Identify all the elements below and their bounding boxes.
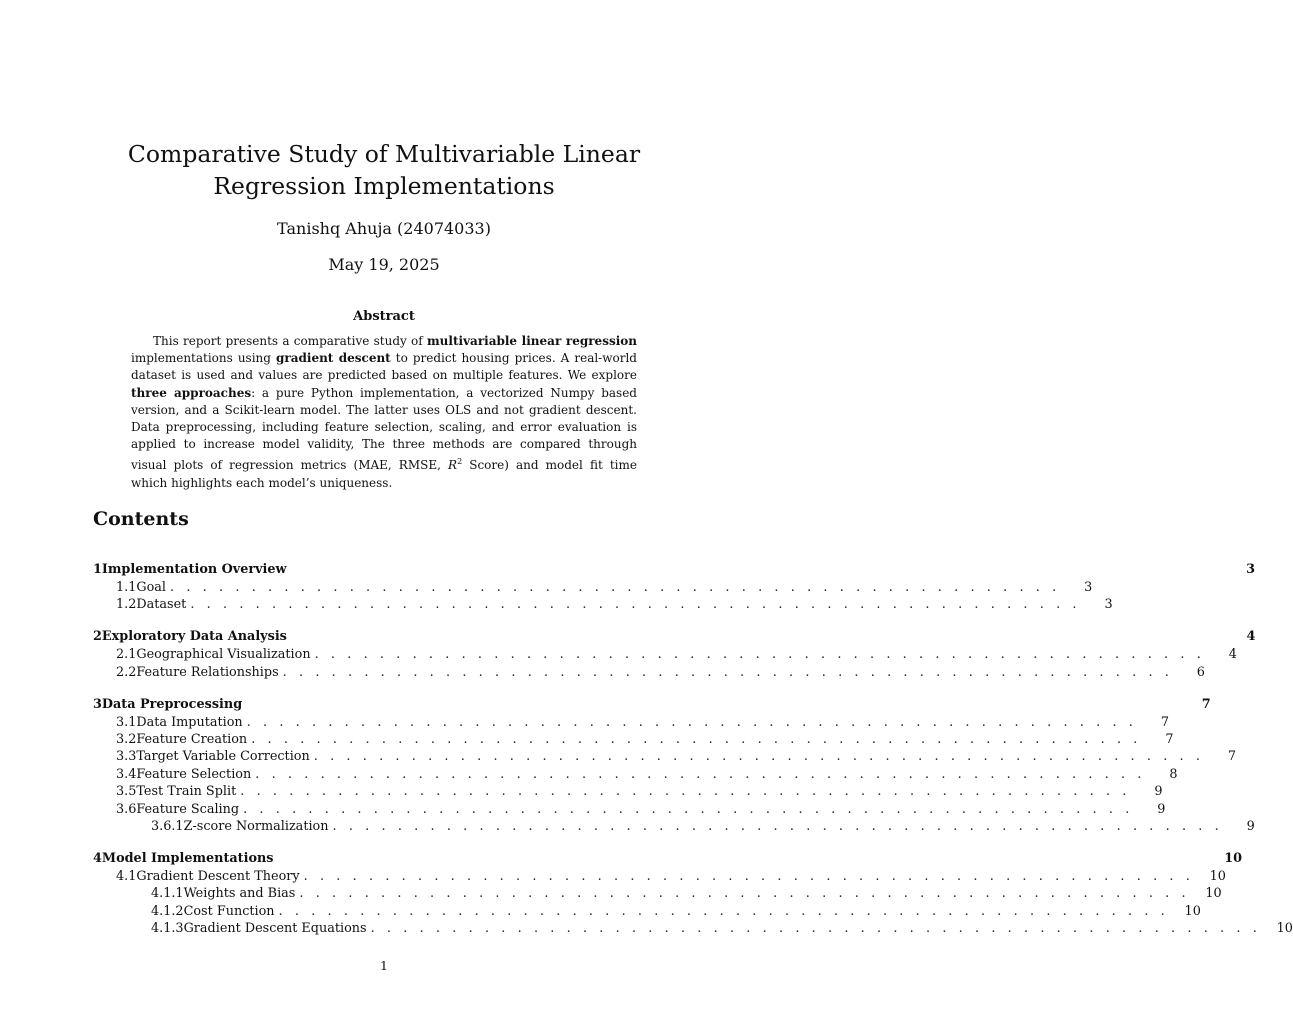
toc-page: 4 xyxy=(1228,647,1237,663)
toc-number: 1.1 xyxy=(116,580,137,595)
toc-number: 3 xyxy=(93,696,102,712)
r2-symbol: R xyxy=(448,458,458,473)
toc-label: Cost Function xyxy=(183,903,275,919)
toc-subsection[interactable] xyxy=(93,784,1163,801)
toc-page: 7 xyxy=(1160,714,1169,730)
toc-page: 10 xyxy=(1276,920,1293,936)
toc-leader: . . . . . . . . . . . . . . . . . . . . . . . . . . . . . . . . . . . . . . . . . . . . . . . . . . . . . . . xyxy=(255,766,1146,782)
toc-label: Feature Creation xyxy=(136,731,248,747)
toc-leader: . . . . . . . . . . . . . . . . . . . . . . . . . . . . . . . . . . . . . . . . . . . . . . . . . . . . . . . xyxy=(240,784,1131,800)
toc-leader: . . . . . . . . . . . . . . . . . . . . . . . . . . . . . . . . . . . . . . . . . . . . . . . . . . . . . . . xyxy=(313,749,1205,765)
toc-page: 4 xyxy=(1246,629,1256,645)
toc-leader: . . . . . . . . . . . . . . . . . . . . . . . . . . . . . . . . . . . . . . . . . . . . . . . . . . . . . . . xyxy=(299,886,1190,902)
toc-leader: . . . . . . . . . . . . . . . . . . . . . . . . . . . . . . . . . . . . . . . . . . . . . . . . . . . . . . . xyxy=(190,597,1081,613)
toc-subsection[interactable] xyxy=(93,766,1178,784)
toc-number: 1 xyxy=(93,562,102,577)
toc-page: 9 xyxy=(1246,818,1255,834)
toc-subsection[interactable] xyxy=(93,597,1113,614)
toc-page: 3 xyxy=(1084,580,1093,595)
toc-label: Model Implementations xyxy=(101,850,274,866)
toc-label: Geographical Visualization xyxy=(136,647,311,663)
abstract-bold-3: three approaches xyxy=(131,385,252,400)
toc-label: Test Train Split xyxy=(136,784,237,800)
abstract-text-4: : a pure Python implementation, a vectorized Numpy based version, and a Scikit-learn model. The latter uses OLS and not gradient descent. Data preprocessing, including feature selection, scaling, and error evaluation is applied to increase model validity, The three methods are compared through visual plots of regression metrics (MAE, RMSE, xyxy=(131,385,637,473)
toc-number: 2.2 xyxy=(116,664,137,680)
toc-leader: . . . . . . . . . . . . . . . . . . . . . . . . . . . . . . . . . . . . . . . . . . . . . . . . . . . . . . . xyxy=(303,868,1194,884)
toc-page: 10 xyxy=(1224,850,1243,866)
toc-label: Implementation Overview xyxy=(101,562,287,577)
toc-subsubsection[interactable] xyxy=(93,920,1293,938)
toc-leader: . . . . . . . . . . . . . . . . . . . . . . . . . . . . . . . . . . . . . . . . . . . . . . . . . . . . . . . xyxy=(251,731,1142,747)
toc-label: Feature Selection xyxy=(136,766,252,782)
toc-number: 2 xyxy=(93,629,102,645)
abstract-text-5: Score) and model fit time which highlights each model’s uniqueness. xyxy=(131,458,638,490)
toc-subsection[interactable] xyxy=(93,801,1166,819)
toc-page: 9 xyxy=(1154,784,1163,800)
toc-page: 7 xyxy=(1165,731,1174,747)
toc-number: 3.5 xyxy=(116,784,137,800)
toc-label: Feature Scaling xyxy=(136,801,240,817)
toc-leader: . . . . . . . . . . . . . . . . . . . . . . . . . . . . . . . . . . . . . . . . . . . . . . . . . . . . . . . xyxy=(170,580,1061,595)
toc-leader: . . . . . . . . . . . . . . . . . . . . . . . . . . . . . . . . . . . . . . . . . . . . . . . . . . . . . . . xyxy=(314,647,1205,663)
toc-label: Exploratory Data Analysis xyxy=(101,629,287,645)
toc-subsection[interactable] xyxy=(93,647,1237,664)
toc-leader: . . . . . . . . . . . . . . . . . . . . . . . . . . . . . . . . . . . . . . . . . . . . . . . . . . . . . . . xyxy=(332,818,1223,834)
toc-page: 8 xyxy=(1169,766,1178,782)
abstract-text-1: This report presents a comparative study of xyxy=(153,334,427,348)
toc-subsubsection[interactable] xyxy=(93,903,1201,921)
toc-page: 7 xyxy=(1201,696,1211,712)
table-of-contents xyxy=(93,562,1293,938)
toc-page: 3 xyxy=(1246,562,1256,577)
toc-page: 9 xyxy=(1157,801,1166,817)
toc-number: 4 xyxy=(93,850,102,866)
toc-leader: . . . . . . . . . . . . . . . . . . . . . . . . . . . . . . . . . . . . . . . . . . . . . . . . . . . . . . . xyxy=(243,801,1134,817)
paper-title: Comparative Study of Multivariable Linear Regression Implementations xyxy=(127,140,641,200)
toc-page: 3 xyxy=(1104,597,1113,613)
toc-label: Goal xyxy=(136,580,167,595)
toc-number: 4.1.3 xyxy=(151,920,184,936)
date-line: May 19, 2025 xyxy=(328,255,440,274)
toc-number: 1.2 xyxy=(116,597,137,613)
toc-number: 3.4 xyxy=(116,766,137,782)
author-line: Tanishq Ahuja (24074033) xyxy=(277,219,491,238)
toc-section[interactable] xyxy=(93,696,1211,715)
toc-number: 3.6.1 xyxy=(151,818,184,834)
toc-label: Data Preprocessing xyxy=(101,696,243,712)
toc-subsection[interactable] xyxy=(93,714,1169,732)
toc-label: Data Imputation xyxy=(136,714,243,730)
toc-number: 4.1.2 xyxy=(151,903,184,919)
contents-heading: Contents xyxy=(93,508,189,530)
page-number: 1 xyxy=(380,958,388,973)
toc-subsection[interactable] xyxy=(93,868,1226,886)
toc-number: 3.1 xyxy=(116,714,137,730)
toc-label: Dataset xyxy=(136,597,187,613)
toc-leader: . . . . . . . . . . . . . . . . . . . . . . . . . . . . . . . . . . . . . . . . . . . . . . . . . . . . . . . xyxy=(278,903,1169,919)
toc-page: 6 xyxy=(1196,664,1205,680)
toc-page: 7 xyxy=(1227,749,1237,765)
toc-number: 3.3 xyxy=(116,749,137,765)
toc-section[interactable] xyxy=(93,562,1256,580)
abstract-body xyxy=(131,333,637,492)
toc-number: 2.1 xyxy=(116,647,137,663)
toc-leader: . . . . . . . . . . . . . . . . . . . . . . . . . . . . . . . . . . . . . . . . . . . . . . . . . . . . . . . xyxy=(370,920,1261,936)
abstract-bold-1: multivariable linear regression xyxy=(426,334,637,348)
toc-page: 10 xyxy=(1205,886,1222,902)
toc-label: Target Variable Correction xyxy=(136,749,310,765)
toc-subsection[interactable] xyxy=(93,731,1174,749)
toc-number: 3.6 xyxy=(116,801,137,817)
toc-subsection[interactable] xyxy=(93,580,1093,597)
toc-number: 3.2 xyxy=(116,731,137,747)
toc-leader: . . . . . . . . . . . . . . . . . . . . . . . . . . . . . . . . . . . . . . . . . . . . . . . . . . . . . . . xyxy=(282,664,1173,680)
toc-number: 4.1.1 xyxy=(151,886,184,902)
toc-leader: . . . . . . . . . . . . . . . . . . . . . . . . . . . . . . . . . . . . . . . . . . . . . . . . . . . . . . . xyxy=(246,714,1137,730)
toc-subsection[interactable] xyxy=(93,749,1237,766)
r2-superscript: 2 xyxy=(457,457,463,467)
abstract-heading: Abstract xyxy=(353,309,415,324)
toc-label: Z-score Normalization xyxy=(183,818,329,834)
toc-label: Gradient Descent Theory xyxy=(136,868,300,884)
abstract-text-2: implementations using xyxy=(131,351,276,366)
toc-label: Feature Relationships xyxy=(136,664,279,680)
toc-subsection[interactable] xyxy=(93,664,1205,682)
toc-label: Weights and Bias xyxy=(183,886,296,902)
toc-label: Gradient Descent Equations xyxy=(183,920,367,936)
abstract-bold-2: gradient descent xyxy=(276,351,391,366)
toc-subsubsection[interactable] xyxy=(93,818,1255,836)
toc-subsubsection[interactable] xyxy=(93,886,1222,903)
toc-number: 4.1 xyxy=(116,868,137,884)
abstract-text-3: to predict housing prices. A real-world dataset is used and values are predicted based on multiple features. We explore xyxy=(131,351,637,383)
toc-page: 10 xyxy=(1184,903,1201,919)
toc-section[interactable] xyxy=(93,850,1243,869)
toc-section[interactable] xyxy=(93,629,1256,647)
toc-page: 10 xyxy=(1209,868,1226,884)
